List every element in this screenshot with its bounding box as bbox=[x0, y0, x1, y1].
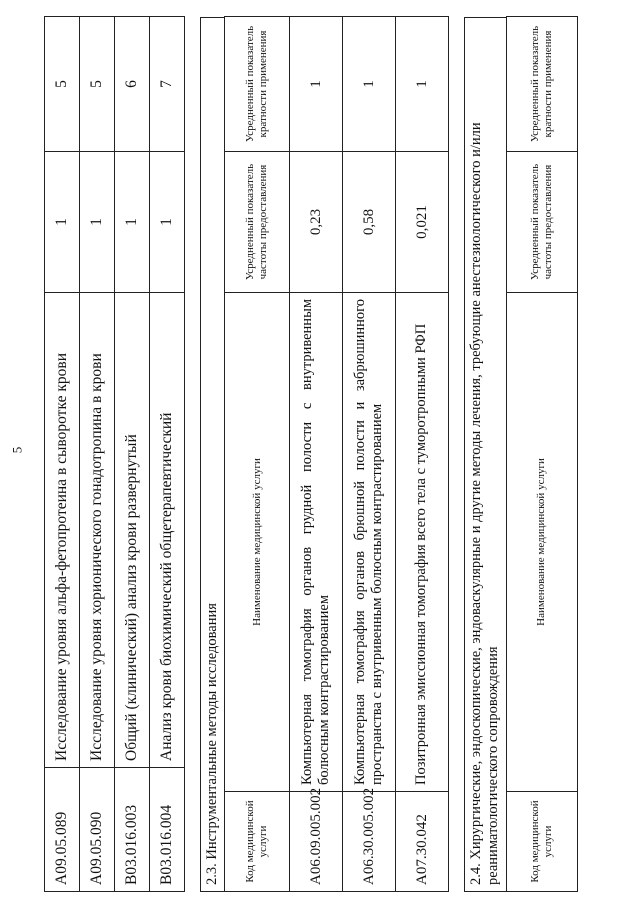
multiplicity-value: 1 bbox=[396, 17, 449, 152]
frequency-value: 1 bbox=[150, 152, 185, 293]
frequency-value: 1 bbox=[80, 152, 115, 293]
page-number: 5 bbox=[9, 446, 25, 454]
table-row bbox=[343, 17, 396, 892]
frequency-value: 0,021 bbox=[396, 152, 449, 293]
table-row bbox=[80, 17, 115, 892]
multiplicity-value: 6 bbox=[115, 17, 150, 152]
header-code: Код медицинской услуги bbox=[225, 792, 290, 892]
instrumental-methods-section bbox=[200, 17, 449, 892]
service-name: Компьютерная томография органов брюшной полости и забрюшинного пространства с внутривенным болюсным контрастированием bbox=[343, 293, 396, 792]
header-multiplicity: Усредненный показатель кратности применения bbox=[506, 17, 577, 152]
lab-tests-table bbox=[44, 16, 185, 892]
frequency-value: 1 bbox=[45, 152, 80, 293]
service-name: Компьютерная томография органов грудной полости с внутривенным болюсным контрастированием bbox=[290, 293, 343, 792]
service-name: Анализ крови биохимический общетерапевтический bbox=[150, 293, 185, 768]
service-name: Исследование уровня альфа-фетопротеина в сыворотке крови bbox=[45, 293, 80, 768]
header-frequency: Усредненный показатель частоты предоставления bbox=[506, 152, 577, 293]
header-frequency: Усредненный показатель частоты предоставления bbox=[225, 152, 290, 293]
service-name: Общий (клинический) анализ крови развернутый bbox=[115, 293, 150, 768]
service-code: B03.016.004 bbox=[150, 768, 185, 892]
multiplicity-value: 1 bbox=[290, 17, 343, 152]
instrumental-methods-table bbox=[224, 16, 449, 892]
multiplicity-value: 5 bbox=[45, 17, 80, 152]
section-title: 2.3. Инструментальные методы исследования bbox=[200, 17, 224, 892]
table-row bbox=[290, 17, 343, 892]
section-title: 2.4. Хирургические, эндоскопические, эндоваскулярные и другие методы лечения, требующие анестезиологического и/или реаниматологического сопровождения bbox=[464, 17, 506, 892]
surgical-methods-section bbox=[464, 17, 578, 892]
service-code: A09.05.090 bbox=[80, 768, 115, 892]
header-code: Код медицинской услуги bbox=[506, 792, 577, 892]
multiplicity-value: 7 bbox=[150, 17, 185, 152]
frequency-value: 0,58 bbox=[343, 152, 396, 293]
service-name: Позитронная эмиссионная томография всего тела с туморотропными РФП bbox=[396, 293, 449, 792]
header-name: Наименование медицинской услуги bbox=[506, 293, 577, 792]
service-name: Исследование уровня хорионического гонадотропина в крови bbox=[80, 293, 115, 768]
surgical-methods-table bbox=[506, 16, 578, 892]
table-row bbox=[115, 17, 150, 892]
table-header-row bbox=[506, 17, 577, 892]
frequency-value: 1 bbox=[115, 152, 150, 293]
multiplicity-value: 5 bbox=[80, 17, 115, 152]
table-row bbox=[45, 17, 80, 892]
header-name: Наименование медицинской услуги bbox=[225, 293, 290, 792]
header-multiplicity: Усредненный показатель кратности применения bbox=[225, 17, 290, 152]
table-row bbox=[150, 17, 185, 892]
service-code: A06.09.005.002 bbox=[290, 792, 343, 892]
service-code: A07.30.042 bbox=[396, 792, 449, 892]
service-code: B03.016.003 bbox=[115, 768, 150, 892]
table-row bbox=[396, 17, 449, 892]
service-code: A06.30.005.002 bbox=[343, 792, 396, 892]
service-code: A09.05.089 bbox=[45, 768, 80, 892]
table-header-row bbox=[225, 17, 290, 892]
frequency-value: 0,23 bbox=[290, 152, 343, 293]
rotated-sheet bbox=[44, 17, 604, 892]
multiplicity-value: 1 bbox=[343, 17, 396, 152]
